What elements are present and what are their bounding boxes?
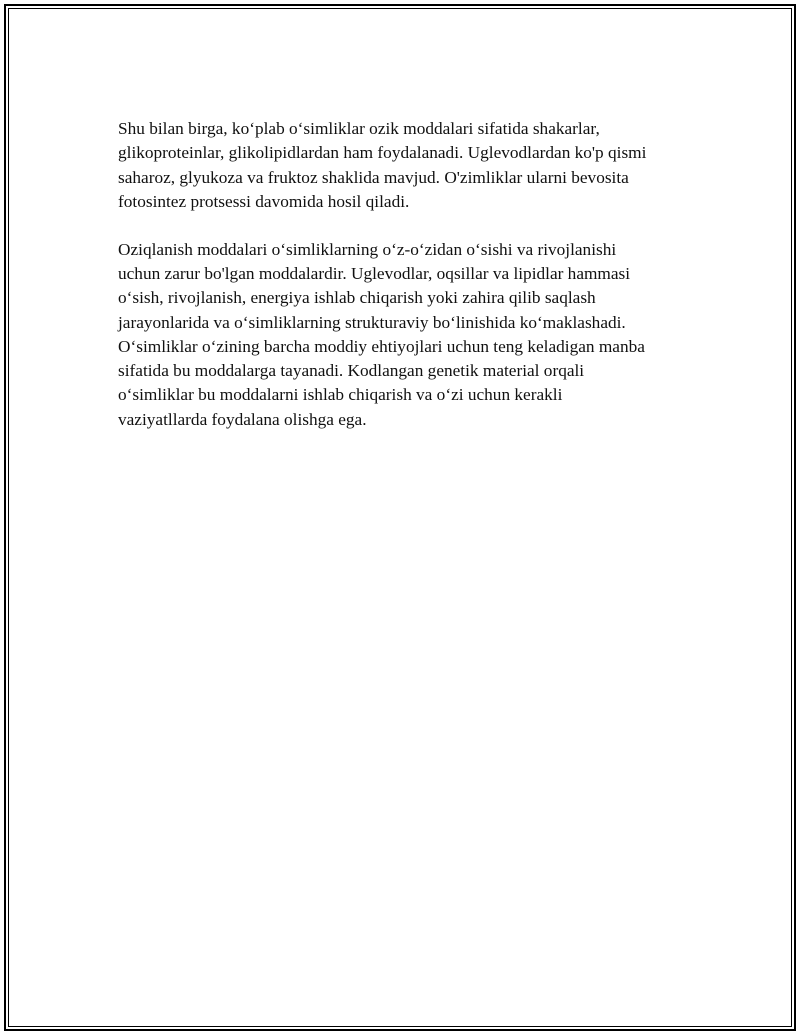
paragraph-2: Oziqlanish moddalari o‘simliklarning o‘z-o‘zidan o‘sishi va rivojlanishi uchun zarur bo'lgan moddalardir. Uglevodlar, oqsillar va lipidlar hammasi o‘sish, rivojlanish, energiya ishlab chiqarish yoki zahira qilib saqlash jarayonlarida va o‘simliklarning strukturaviy bo‘linishida ko‘maklashadi. O‘simliklar o‘zining barcha moddiy ehtiyojlari uchun teng keladigan manba sifatida bu moddalarga tayanadi. Kodlangan genetik material orqali o‘simliklar bu moddalarni ishlab chiqarish va o‘zi uchun kerakli vaziyatllarda foydalana olishga ega. [118,239,645,429]
document-body [118,117,708,456]
paragraph-1: Shu bilan birga, ko‘plab o‘simliklar ozik moddalari sifatida shakarlar, glikoproteinlar, glikolipidlardan ham foydalanadi. Uglevodlardan ko'p qismi saharoz, glyukoza va fruktoz shaklida mavjud. O'zimliklar ularni bevosita fotosintez protsessi davomida hosil qiladi. [118,119,647,211]
